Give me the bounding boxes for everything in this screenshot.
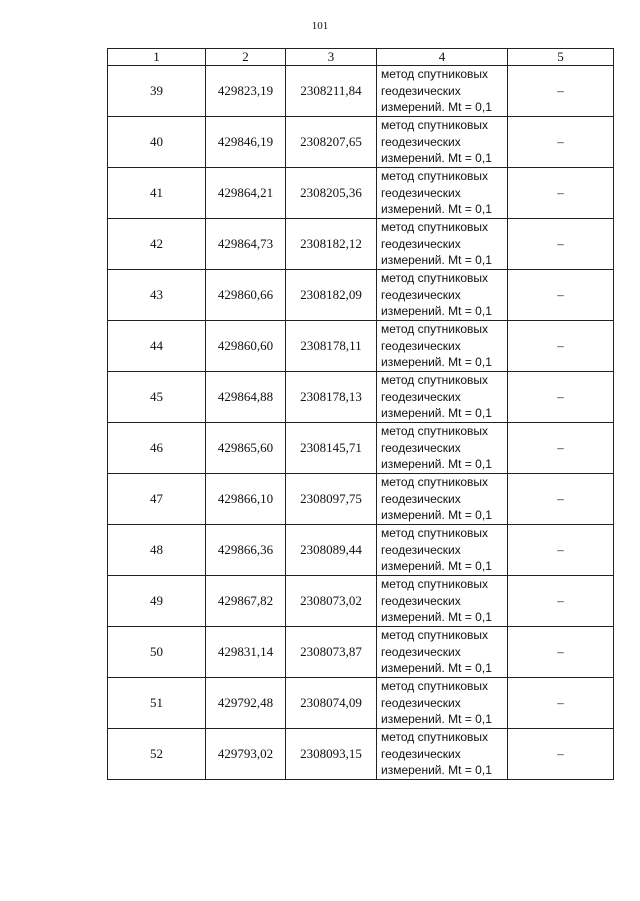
method-line: геодезических — [381, 287, 461, 302]
y-coordinate-cell: 2308074,09 — [286, 678, 377, 729]
method-line: метод спутниковых — [381, 679, 489, 694]
method-cell — [377, 627, 508, 678]
y-coordinate-cell: 2308211,84 — [286, 66, 377, 117]
x-coordinate-cell: 429860,66 — [206, 270, 286, 321]
method-line: метод спутниковых — [381, 424, 489, 439]
table-row — [108, 729, 614, 780]
method-cell — [377, 270, 508, 321]
note-cell: – — [508, 321, 614, 372]
method-line: метод спутниковых — [381, 67, 489, 82]
method-line: метод спутниковых — [381, 373, 489, 388]
method-line: измерений. Mt = 0,1 — [381, 100, 492, 115]
method-cell — [377, 474, 508, 525]
method-cell — [377, 729, 508, 780]
note-cell: – — [508, 168, 614, 219]
column-header-5: 5 — [508, 49, 614, 66]
column-header-2: 2 — [206, 49, 286, 66]
method-cell — [377, 117, 508, 168]
method-line: измерений. Mt = 0,1 — [381, 457, 492, 472]
method-line: измерений. Mt = 0,1 — [381, 661, 492, 676]
y-coordinate-cell: 2308178,11 — [286, 321, 377, 372]
method-line: измерений. Mt = 0,1 — [381, 406, 492, 421]
y-coordinate-cell: 2308182,12 — [286, 219, 377, 270]
table-header-row — [108, 49, 614, 66]
method-cell — [377, 576, 508, 627]
method-line: метод спутниковых — [381, 271, 489, 286]
x-coordinate-cell: 429831,14 — [206, 627, 286, 678]
method-line: геодезических — [381, 83, 461, 98]
column-header-3: 3 — [286, 49, 377, 66]
x-coordinate-cell: 429865,60 — [206, 423, 286, 474]
x-coordinate-cell: 429823,19 — [206, 66, 286, 117]
method-line: измерений. Mt = 0,1 — [381, 304, 492, 319]
table-row — [108, 117, 614, 168]
method-line: измерений. Mt = 0,1 — [381, 763, 492, 778]
note-cell: – — [508, 729, 614, 780]
x-coordinate-cell: 429866,36 — [206, 525, 286, 576]
method-line: метод спутниковых — [381, 526, 489, 541]
column-header-1: 1 — [108, 49, 206, 66]
method-line: измерений. Mt = 0,1 — [381, 712, 492, 727]
y-coordinate-cell: 2308089,44 — [286, 525, 377, 576]
point-number-cell: 51 — [108, 678, 206, 729]
method-cell — [377, 423, 508, 474]
page-number: 101 — [311, 20, 329, 32]
table-row — [108, 627, 614, 678]
y-coordinate-cell: 2308182,09 — [286, 270, 377, 321]
point-number-cell: 40 — [108, 117, 206, 168]
x-coordinate-cell: 429864,21 — [206, 168, 286, 219]
point-number-cell: 46 — [108, 423, 206, 474]
method-line: метод спутниковых — [381, 118, 489, 133]
point-number-cell: 43 — [108, 270, 206, 321]
y-coordinate-cell: 2308093,15 — [286, 729, 377, 780]
point-number-cell: 39 — [108, 66, 206, 117]
x-coordinate-cell: 429864,88 — [206, 372, 286, 423]
y-coordinate-cell: 2308073,87 — [286, 627, 377, 678]
method-line: измерений. Mt = 0,1 — [381, 253, 492, 268]
method-cell — [377, 168, 508, 219]
method-line: измерений. Mt = 0,1 — [381, 559, 492, 574]
method-cell — [377, 321, 508, 372]
x-coordinate-cell: 429792,48 — [206, 678, 286, 729]
method-line: метод спутниковых — [381, 475, 489, 490]
y-coordinate-cell: 2308207,65 — [286, 117, 377, 168]
method-line: геодезических — [381, 236, 461, 251]
note-cell: – — [508, 117, 614, 168]
table-row — [108, 321, 614, 372]
point-number-cell: 41 — [108, 168, 206, 219]
method-line: метод спутниковых — [381, 169, 489, 184]
point-number-cell: 52 — [108, 729, 206, 780]
note-cell: – — [508, 576, 614, 627]
note-cell: – — [508, 270, 614, 321]
method-line: геодезических — [381, 695, 461, 710]
table-row — [108, 474, 614, 525]
x-coordinate-cell: 429793,02 — [206, 729, 286, 780]
method-line: геодезических — [381, 440, 461, 455]
x-coordinate-cell: 429867,82 — [206, 576, 286, 627]
note-cell: – — [508, 678, 614, 729]
method-line: метод спутниковых — [381, 577, 489, 592]
point-number-cell: 44 — [108, 321, 206, 372]
column-header-4: 4 — [377, 49, 508, 66]
method-line: измерений. Mt = 0,1 — [381, 610, 492, 625]
method-line: метод спутниковых — [381, 220, 489, 235]
method-line: геодезических — [381, 593, 461, 608]
table-row — [108, 219, 614, 270]
x-coordinate-cell: 429866,10 — [206, 474, 286, 525]
method-line: геодезических — [381, 185, 461, 200]
table-row — [108, 168, 614, 219]
point-number-cell: 50 — [108, 627, 206, 678]
method-cell — [377, 372, 508, 423]
y-coordinate-cell: 2308073,02 — [286, 576, 377, 627]
method-line: геодезических — [381, 542, 461, 557]
method-line: измерений. Mt = 0,1 — [381, 355, 492, 370]
note-cell: – — [508, 423, 614, 474]
table-row — [108, 576, 614, 627]
method-cell — [377, 678, 508, 729]
method-cell — [377, 219, 508, 270]
x-coordinate-cell: 429846,19 — [206, 117, 286, 168]
method-line: измерений. Mt = 0,1 — [381, 151, 492, 166]
note-cell: – — [508, 525, 614, 576]
coordinates-table — [107, 48, 614, 780]
point-number-cell: 49 — [108, 576, 206, 627]
note-cell: – — [508, 627, 614, 678]
point-number-cell: 42 — [108, 219, 206, 270]
table-row — [108, 423, 614, 474]
point-number-cell: 47 — [108, 474, 206, 525]
x-coordinate-cell: 429860,60 — [206, 321, 286, 372]
y-coordinate-cell: 2308145,71 — [286, 423, 377, 474]
y-coordinate-cell: 2308205,36 — [286, 168, 377, 219]
method-line: геодезических — [381, 389, 461, 404]
table-row — [108, 525, 614, 576]
table-row — [108, 678, 614, 729]
method-cell — [377, 525, 508, 576]
method-line: геодезических — [381, 491, 461, 506]
y-coordinate-cell: 2308097,75 — [286, 474, 377, 525]
note-cell: – — [508, 474, 614, 525]
y-coordinate-cell: 2308178,13 — [286, 372, 377, 423]
method-line: измерений. Mt = 0,1 — [381, 202, 492, 217]
table-row — [108, 270, 614, 321]
x-coordinate-cell: 429864,73 — [206, 219, 286, 270]
point-number-cell: 45 — [108, 372, 206, 423]
method-line: измерений. Mt = 0,1 — [381, 508, 492, 523]
note-cell: – — [508, 372, 614, 423]
method-line: геодезических — [381, 746, 461, 761]
method-line: геодезических — [381, 644, 461, 659]
note-cell: – — [508, 219, 614, 270]
method-line: метод спутниковых — [381, 730, 489, 745]
table-row — [108, 372, 614, 423]
method-line: метод спутниковых — [381, 322, 489, 337]
table-row — [108, 66, 614, 117]
note-cell: – — [508, 66, 614, 117]
method-line: геодезических — [381, 134, 461, 149]
point-number-cell: 48 — [108, 525, 206, 576]
table-body — [108, 66, 614, 780]
method-line: геодезических — [381, 338, 461, 353]
method-cell — [377, 66, 508, 117]
method-line: метод спутниковых — [381, 628, 489, 643]
